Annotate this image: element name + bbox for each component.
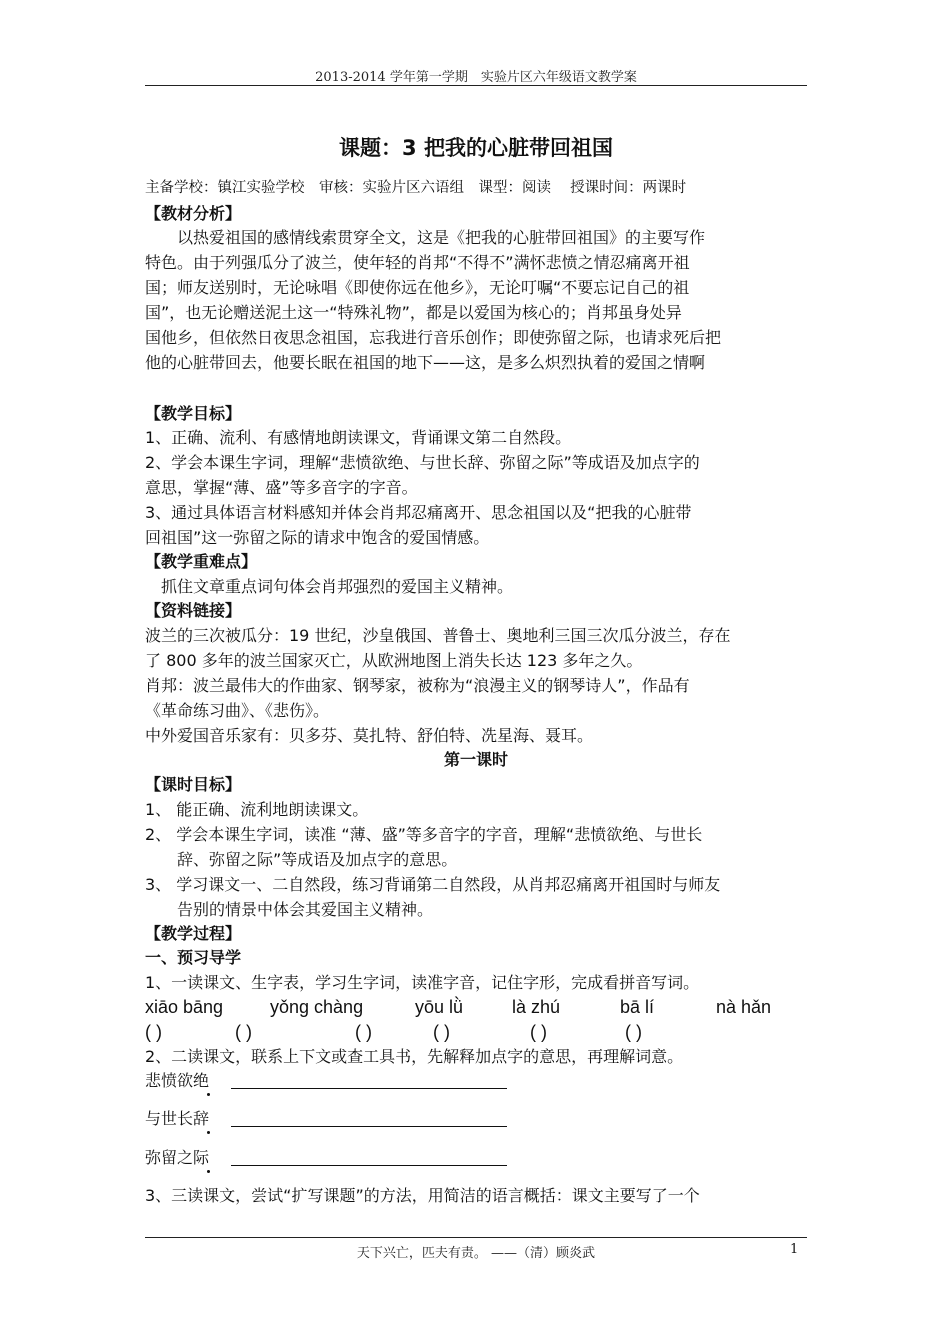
answer-line[interactable] (231, 1088, 507, 1089)
answer-blank[interactable]: ( ) (433, 1022, 450, 1042)
goal-line: 2、学会本课生字词，理解“悲愤欲绝、与世长辞、弥留之际”等成语及加点字的 (145, 453, 700, 472)
lesson-period-title: 第一课时 (443, 750, 508, 769)
lesson-goal-line: 2、 学会本课生字词，读准 “薄、盛”等多音字的字音，理解“悲愤欲绝、与世长 (145, 825, 703, 844)
preview-subheading: 一、预习导学 (145, 948, 242, 967)
answer-blank[interactable]: ( ) (625, 1022, 642, 1042)
pinyin-item: xiāo bāng (145, 997, 224, 1017)
pinyin-item: là zhú (512, 997, 561, 1017)
resource-line: 中外爱国音乐家有：贝多芬、莫扎特、舒伯特、冼星海、聂耳。 (145, 726, 594, 745)
resource-line: 肖邦：波兰最伟大的作曲家、钢琴家，被称为“浪漫主义的钢琴诗人”，作品有 (145, 676, 690, 695)
answer-blank[interactable]: ( ) (145, 1022, 162, 1042)
lesson-goal-line: 告别的情景中体会其爱国主义精神。 (145, 900, 434, 919)
analysis-line: 以热爱祖国的感情线索贯穿全文，这是《把我的心脏带回祖国》的主要写作 (145, 228, 706, 247)
key-points-line: 抓住文章重点词句体会肖邦强烈的爱国主义精神。 (145, 577, 514, 596)
answer-blank[interactable]: ( ) (235, 1022, 252, 1042)
pinyin-item: bā lí (620, 997, 655, 1017)
lesson-meta: 主备学校：镇江实验学校 审核：实验片区六语组 课型：阅读 授课时间：两课时 (145, 180, 687, 196)
analysis-line: 国他乡，但依然日夜思念祖国，忘我进行音乐创作；即使弥留之际，也请求死后把 (145, 328, 722, 347)
step-two-text: 2、二读课文，联系上下文或查工具书，先解释加点字的意思，再理解词意。 (145, 1047, 684, 1066)
lesson-goals-heading: 【课时目标】 (145, 775, 242, 794)
idiom-label: 悲愤欲绝 (145, 1071, 210, 1090)
analysis-line: 他的心脏带回去，他要长眠在祖国的地下——这，是多么炽烈执着的爱国之情啊 (145, 353, 706, 372)
pinyin-item: yōu lǜ (415, 997, 464, 1017)
lesson-goal-line: 辞、弥留之际”等成语及加点字的意思。 (145, 850, 458, 869)
analysis-line: 特色。由于列强瓜分了波兰，使年轻的肖邦“不得不”满怀悲愤之情忍痛离开祖 (145, 253, 690, 272)
page-header: 2013-2014 学年第一学期 实验片区六年级语文教学案 (315, 70, 637, 85)
analysis-heading: 【教材分析】 (145, 204, 242, 223)
answer-line[interactable] (231, 1165, 507, 1166)
step-one-text: 1、一读课文、生字表，学习生字词，读准字音，记住字形，完成看拼音写词。 (145, 973, 700, 992)
answer-blank[interactable]: ( ) (355, 1022, 372, 1042)
pinyin-item: yǒng chàng (270, 997, 364, 1017)
lesson-title: 课题：3 把我的心脏带回祖国 (339, 136, 613, 160)
resource-line: 了 800 多年的波兰国家灭亡，从欧洲地图上消失长达 123 多年之久。 (145, 651, 643, 670)
goal-line: 3、通过具体语言材料感知并体会肖邦忍痛离开、思念祖国以及“把我的心脏带 (145, 503, 692, 522)
process-heading: 【教学过程】 (145, 924, 242, 943)
goal-line: 1、正确、流利、有感情地朗读课文，背诵课文第二自然段。 (145, 428, 572, 447)
goal-line: 回祖国”这一弥留之际的请求中饱含的爱国情感。 (145, 528, 490, 547)
emphasis-dot (207, 1093, 210, 1096)
resource-line: 《革命练习曲》、《悲伤》。 (145, 701, 330, 720)
footer-divider (145, 1237, 807, 1238)
footer-quote: 天下兴亡，匹夫有责。 ——（清）顾炎武 (356, 1246, 596, 1261)
analysis-line: 国”，也无论赠送泥土这一“特殊礼物”，都是以爱国为核心的；肖邦虽身处异 (145, 303, 682, 322)
resource-line: 波兰的三次被瓜分：19 世纪，沙皇俄国、普鲁士、奥地利三国三次瓜分波兰，存在 (145, 626, 731, 645)
key-points-heading: 【教学重难点】 (145, 552, 258, 571)
resources-heading: 【资料链接】 (145, 601, 242, 620)
step-three-text: 3、三读课文，尝试“扩写课题”的方法，用简洁的语言概括：课文主要写了一个 (145, 1186, 700, 1205)
analysis-line: 国；师友送别时，无论咏唱《即使你远在他乡》，无论叮嘱“不要忘记自己的祖 (145, 278, 690, 297)
lesson-goal-line: 1、 能正确、流利地朗读课文。 (145, 800, 369, 819)
emphasis-dot (207, 1170, 210, 1173)
answer-line[interactable] (231, 1126, 507, 1127)
page-number: 1 (790, 1242, 799, 1257)
idiom-label: 与世长辞 (145, 1109, 210, 1128)
emphasis-dot (207, 1131, 210, 1134)
answer-blank[interactable]: ( ) (530, 1022, 547, 1042)
header-divider (145, 85, 807, 86)
idiom-label: 弥留之际 (145, 1148, 210, 1167)
goals-heading: 【教学目标】 (145, 404, 242, 423)
lesson-goal-line: 3、 学习课文一、二自然段，练习背诵第二自然段，从肖邦忍痛离开祖国时与师友 (145, 875, 721, 894)
goal-line: 意思，掌握“薄、盛”等多音字的字音。 (145, 478, 418, 497)
pinyin-item: nà hǎn (716, 997, 772, 1017)
